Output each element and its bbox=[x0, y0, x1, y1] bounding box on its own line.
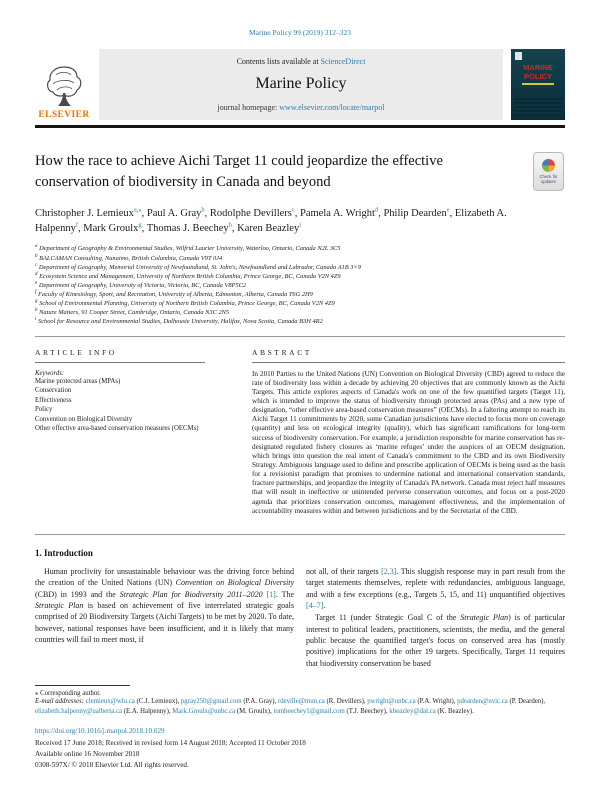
email-owner: (P. Dearden), bbox=[507, 698, 546, 706]
keyword: Other effective area-based conservation measures (OECMs) bbox=[35, 425, 199, 433]
footnote-divider bbox=[35, 685, 130, 686]
author-affiliation-superscript[interactable]: i bbox=[299, 221, 302, 229]
corresponding-author-note: ⁎ Corresponding author. bbox=[35, 690, 101, 698]
affiliation-superscript: b bbox=[35, 253, 38, 259]
keyword: Marine protected areas (MPAs) bbox=[35, 377, 121, 385]
author-name: Elizabeth A. Halpenny bbox=[35, 207, 507, 235]
keyword: Convention on Biological Diversity bbox=[35, 415, 133, 423]
keyword: Effectiveness bbox=[35, 396, 72, 404]
affiliation-superscript: e bbox=[35, 280, 38, 286]
email-link[interactable]: pwright@unbc.ca bbox=[367, 698, 416, 706]
author-separator: , bbox=[294, 207, 301, 219]
section-divider bbox=[35, 336, 565, 337]
text-segment: Strategic Plan for Biodiversity 2011–2020 bbox=[119, 589, 263, 599]
author bbox=[383, 208, 454, 219]
author-name: Rodolphe Devillers bbox=[209, 207, 292, 219]
email-link[interactable]: kbeazley@dal.ca bbox=[389, 708, 436, 716]
author-list bbox=[35, 205, 540, 236]
author-separator: , bbox=[231, 223, 238, 235]
keywords-list bbox=[35, 377, 205, 434]
affiliation bbox=[35, 308, 565, 317]
text-segment: is based on achievement of five interrelated strategic goals comprised of 20 Biodiversity Targets (Aichi Targets) to be met by 2020. To date, however, national responses have been insufficient, and it is likely that many countries will fail to meet most, if bbox=[35, 600, 294, 644]
author bbox=[147, 208, 210, 219]
email-link[interactable]: elizabeth.halpenny@ualberta.ca bbox=[35, 708, 123, 716]
cover-title-line1: MARINE bbox=[523, 63, 553, 72]
email-entry bbox=[367, 698, 457, 705]
header-divider bbox=[35, 125, 565, 128]
copyright-line: 0308-597X/ © 2018 Elsevier Ltd. All rights reserved. bbox=[35, 760, 189, 769]
affiliation-superscript: c bbox=[35, 262, 38, 268]
keywords-label: Keywords: bbox=[35, 369, 65, 377]
email-owner: (T.J. Beechey), bbox=[344, 708, 390, 716]
abstract-column bbox=[252, 348, 565, 516]
author-separator: , bbox=[378, 207, 384, 219]
body-column-left bbox=[35, 566, 294, 669]
affiliation-superscript: a bbox=[35, 244, 38, 250]
text-segment: Human proclivity for unsustainable behaviour was the driving force behind the creation of the United Nations (UN) bbox=[35, 566, 294, 588]
affiliation bbox=[35, 290, 565, 299]
abstract-heading: ABSTRACT bbox=[252, 348, 565, 363]
author-affiliation-superscript[interactable]: d bbox=[374, 206, 379, 214]
email-owner: (P.A. Gray), bbox=[241, 698, 278, 706]
author-affiliation-superscript[interactable]: g bbox=[138, 221, 142, 229]
email-addresses-line bbox=[35, 697, 565, 717]
article-footer bbox=[35, 726, 565, 771]
email-list bbox=[35, 698, 545, 715]
journal-name: Marine Policy bbox=[255, 75, 347, 92]
affiliation-text: School of Environmental Planning, University of Northern British Columbia, Prince George, BC, Canada V2N 4Z9 bbox=[39, 300, 335, 308]
sciencedirect-link[interactable]: ScienceDirect bbox=[320, 57, 366, 66]
author-separator: , bbox=[204, 207, 210, 219]
email-link[interactable]: rdeville@mun.ca bbox=[277, 698, 325, 706]
text-segment: . bbox=[323, 600, 326, 610]
text-segment: . This sluggish response may in part result from the target statements themselves, replete with redundancies, ambiguous language, and with a few exceptions (e.g., Targets 5, 15, and 11) unquantified objectives bbox=[306, 566, 565, 599]
email-entry bbox=[457, 698, 545, 705]
author-separator: , bbox=[78, 223, 84, 235]
text-segment: (CBD) in 1993 and the bbox=[35, 589, 120, 599]
affiliation bbox=[35, 254, 565, 263]
author-affiliation-superscript[interactable]: f bbox=[75, 221, 78, 229]
text-segment[interactable]: [1] bbox=[266, 589, 276, 599]
homepage-prefix: journal homepage: bbox=[217, 103, 280, 112]
keyword: Conservation bbox=[35, 387, 72, 395]
author-name: Pamela A. Wright bbox=[300, 207, 375, 219]
email-link[interactable]: clemieux@wlu.ca bbox=[85, 698, 135, 706]
affiliation-list bbox=[35, 244, 565, 326]
email-owner: (C.J. Lemieux), bbox=[134, 698, 181, 706]
affiliation-text: BALCAMAN Consulting, Nanaimo, British Columbia, Canada V9T 0J4 bbox=[39, 254, 223, 262]
author bbox=[300, 208, 383, 219]
author bbox=[35, 208, 147, 219]
elsevier-wordmark: ELSEVIER bbox=[38, 110, 90, 120]
cover-publisher-mark-icon bbox=[515, 52, 522, 60]
footnote-block bbox=[35, 685, 565, 717]
abstract-divider bbox=[35, 534, 565, 535]
author-name: Thomas J. Beechey bbox=[146, 223, 229, 235]
author-affiliation-superscript[interactable]: h bbox=[228, 221, 232, 229]
affiliation-superscript: i bbox=[35, 317, 37, 323]
author-affiliation-superscript[interactable]: c bbox=[291, 206, 295, 214]
keyword: Policy bbox=[35, 406, 53, 414]
email-link[interactable]: pgray250@gmail.com bbox=[180, 698, 242, 706]
author-separator: , bbox=[141, 207, 147, 219]
email-owner: (P.A. Wright), bbox=[415, 698, 458, 706]
article-info-column bbox=[35, 348, 205, 516]
author bbox=[83, 223, 146, 234]
abstract-text: In 2010 Parties to the United Nations (UN) Convention on Biological Diversity (CBD) agreed to reduce the rate of biodiversity loss within a decade by achieving 20 objectives that are commonly known as the Aichi Targets. This article explores aspects of Canada's work on one of the few quantified targets (Target 11), which is intended to improve the status of biodiversity through protected areas (PAs) and a new type of designation, “other effective area-based conservation measures” (OECMs). In a faltering attempt to reach its Aichi Target 11 commitments by 2020, some Canadian jurisdictions have elected to focus more on coverage (quantity) and less on ecological integrity (quality), which has significant ramifications for long-term success of biodiversity conservation. For example, a jurisdiction responsible for marine conservation has re-designated regulated fishery closures as ‘marine refuges’ under the auspices of an OECM designation, which brings into question the real intent of Canada's commitment to the CBD and its own Biodiversity Strategy. Ambiguous language used to define and prescribe application of OECMs is being used as the basis for a revisionist paradigm that promises to undermine national and international conservation standards, fracture partnerships, and jeopardize the integrity of Canada's PA network. Canada must reject half measures that will result in ineffective or unintended perverse conservation outcomes, and focus on a post-2020 agenda that prioritizes conservation outcomes, management effectiveness, and the implementation of accountability measures within and between jurisdictions and by the Secretariat of the CBD. bbox=[252, 369, 565, 515]
affiliation-text: Department of Geography, University of Victoria, Victoria, BC, Canada V8P5C2 bbox=[38, 282, 247, 290]
affiliation-superscript: h bbox=[35, 308, 38, 314]
affiliation bbox=[35, 299, 565, 308]
available-online: Available online 16 November 2018 bbox=[35, 749, 140, 758]
author-name: Christopher J. Lemieux bbox=[35, 207, 134, 219]
email-link[interactable]: Mark.Groulx@unbc.ca bbox=[172, 708, 236, 716]
affiliation-text: Department of Geography & Environmental Studies, Wilfrid Laurier University, Waterloo, Ontario, Canada N2L 3C5 bbox=[39, 245, 341, 253]
contents-prefix: Contents lists available at bbox=[236, 57, 321, 66]
received-dates: Received 17 June 2018; Received in revised form 14 August 2018; Accepted 11 October 2018 bbox=[35, 738, 306, 747]
crossmark-icon bbox=[542, 159, 555, 172]
text-segment[interactable]: [2,3] bbox=[381, 566, 397, 576]
journal-cover-thumbnail[interactable] bbox=[511, 49, 565, 120]
journal-banner bbox=[99, 49, 503, 120]
doi-link[interactable]: https://doi.org/10.1016/j.marpol.2018.10.029 bbox=[35, 727, 165, 736]
contents-line bbox=[99, 57, 503, 66]
email-addresses-label: E-mail addresses: bbox=[35, 698, 86, 706]
email-entry bbox=[389, 708, 474, 715]
author bbox=[147, 223, 237, 234]
cover-sea-texture bbox=[514, 96, 562, 116]
text-segment: Strategic Plan bbox=[460, 613, 509, 623]
cover-accent-bar bbox=[522, 83, 554, 85]
affiliation-superscript: f bbox=[35, 290, 37, 296]
affiliation-text: Faculty of Kinesiology, Sport, and Recreation, University of Alberta, Edmonton, Alberta, Canada T6G 2H9 bbox=[38, 291, 313, 299]
author-affiliation-superscript[interactable]: e bbox=[446, 206, 450, 214]
author-separator: , bbox=[141, 223, 147, 235]
author-name: Philip Dearden bbox=[383, 207, 447, 219]
text-segment: . The bbox=[275, 589, 295, 599]
email-link[interactable]: tombeechey1@gmail.com bbox=[273, 708, 345, 716]
email-entry bbox=[181, 698, 278, 705]
intro-paragraph-1-continued bbox=[306, 566, 565, 611]
text-segment: Strategic Plan bbox=[35, 600, 84, 610]
text-segment: Target 11 (under Strategic Goal C of the bbox=[315, 613, 461, 623]
email-entry bbox=[172, 708, 273, 715]
article-title: How the race to achieve Aichi Target 11 could jeopardize the effective conservation of biodiversity in Canada and beyond bbox=[35, 153, 443, 191]
affiliation bbox=[35, 281, 565, 290]
intro-paragraph-2 bbox=[306, 612, 565, 669]
author-separator: , bbox=[449, 207, 455, 219]
journal-homepage-link[interactable]: www.elsevier.com/locate/marpol bbox=[279, 103, 385, 112]
text-segment[interactable]: [4–7] bbox=[306, 600, 324, 610]
email-entry bbox=[273, 708, 389, 715]
article-info-heading: ARTICLE INFO bbox=[35, 348, 205, 363]
check-for-updates-badge[interactable] bbox=[533, 152, 564, 191]
affiliation bbox=[35, 263, 565, 272]
email-entry bbox=[278, 698, 367, 705]
journal-header bbox=[35, 49, 565, 120]
elsevier-logo[interactable] bbox=[35, 49, 99, 120]
email-owner: (M. Groulx), bbox=[235, 708, 274, 716]
affiliation-superscript: d bbox=[35, 271, 38, 277]
author-name: Paul A. Gray bbox=[146, 207, 202, 219]
author-name: Mark Groulx bbox=[83, 223, 139, 235]
cover-title-line2: POLICY bbox=[524, 71, 552, 81]
affiliation bbox=[35, 317, 565, 326]
introduction-body bbox=[35, 566, 565, 669]
text-segment: ) is of particular interest to political leaders, practitioners, scientists, the media, and the general public because the quantified target's focus on conserved area has (mostly positive) implications for the other 19 targets. Specifically, Target 11 requires that biodiversity conservation be based bbox=[306, 613, 565, 668]
email-owner: (R. Devillers), bbox=[324, 698, 368, 706]
affiliation-superscript: g bbox=[35, 299, 38, 305]
author-name: Karen Beazley bbox=[237, 223, 300, 235]
email-owner: (K. Beazley). bbox=[435, 708, 474, 716]
author bbox=[210, 208, 300, 219]
affiliation-text: School for Resource and Environmental Studies, Dalhousie University, Halifax, Nova Scotia, Canada B3H 4R2 bbox=[38, 318, 323, 326]
author bbox=[237, 223, 301, 234]
text-segment: not all, of their targets bbox=[306, 566, 382, 576]
author-affiliation-superscript[interactable]: a,⁎ bbox=[133, 206, 142, 214]
intro-paragraph-1 bbox=[35, 566, 294, 646]
text-segment: Convention on Biological Diversity bbox=[175, 578, 294, 588]
elsevier-tree-icon bbox=[43, 65, 85, 109]
affiliation bbox=[35, 244, 565, 253]
check-for-updates-label: Check for updates bbox=[539, 173, 558, 184]
affiliation-text: Ecosystem Science and Management, University of Northern British Columbia, Prince George, BC, Canada V2N 4Z9 bbox=[39, 272, 341, 280]
body-column-right bbox=[306, 566, 565, 669]
email-owner: (E.A. Halpenny), bbox=[122, 708, 173, 716]
affiliation bbox=[35, 272, 565, 281]
affiliation-text: Department of Geography, Memorial University of Newfoundland, St. John's, Newfoundland and Labrador, Canada A1B 3×9 bbox=[38, 263, 361, 271]
section-heading-introduction: 1. Introduction bbox=[35, 547, 93, 558]
author-affiliation-superscript[interactable]: b bbox=[201, 206, 205, 214]
cover-title bbox=[515, 64, 561, 81]
journal-reference: Marine Policy 99 (2019) 312–323 bbox=[248, 28, 352, 37]
email-link[interactable]: pdearden@uvic.ca bbox=[457, 698, 508, 706]
homepage-line bbox=[99, 103, 503, 112]
affiliation-text: Nature Matters, 91 Cooper Street, Cambridge, Ontario, Canada N3C 2N5 bbox=[39, 309, 230, 317]
email-entry bbox=[35, 708, 172, 715]
email-entry bbox=[86, 698, 181, 705]
